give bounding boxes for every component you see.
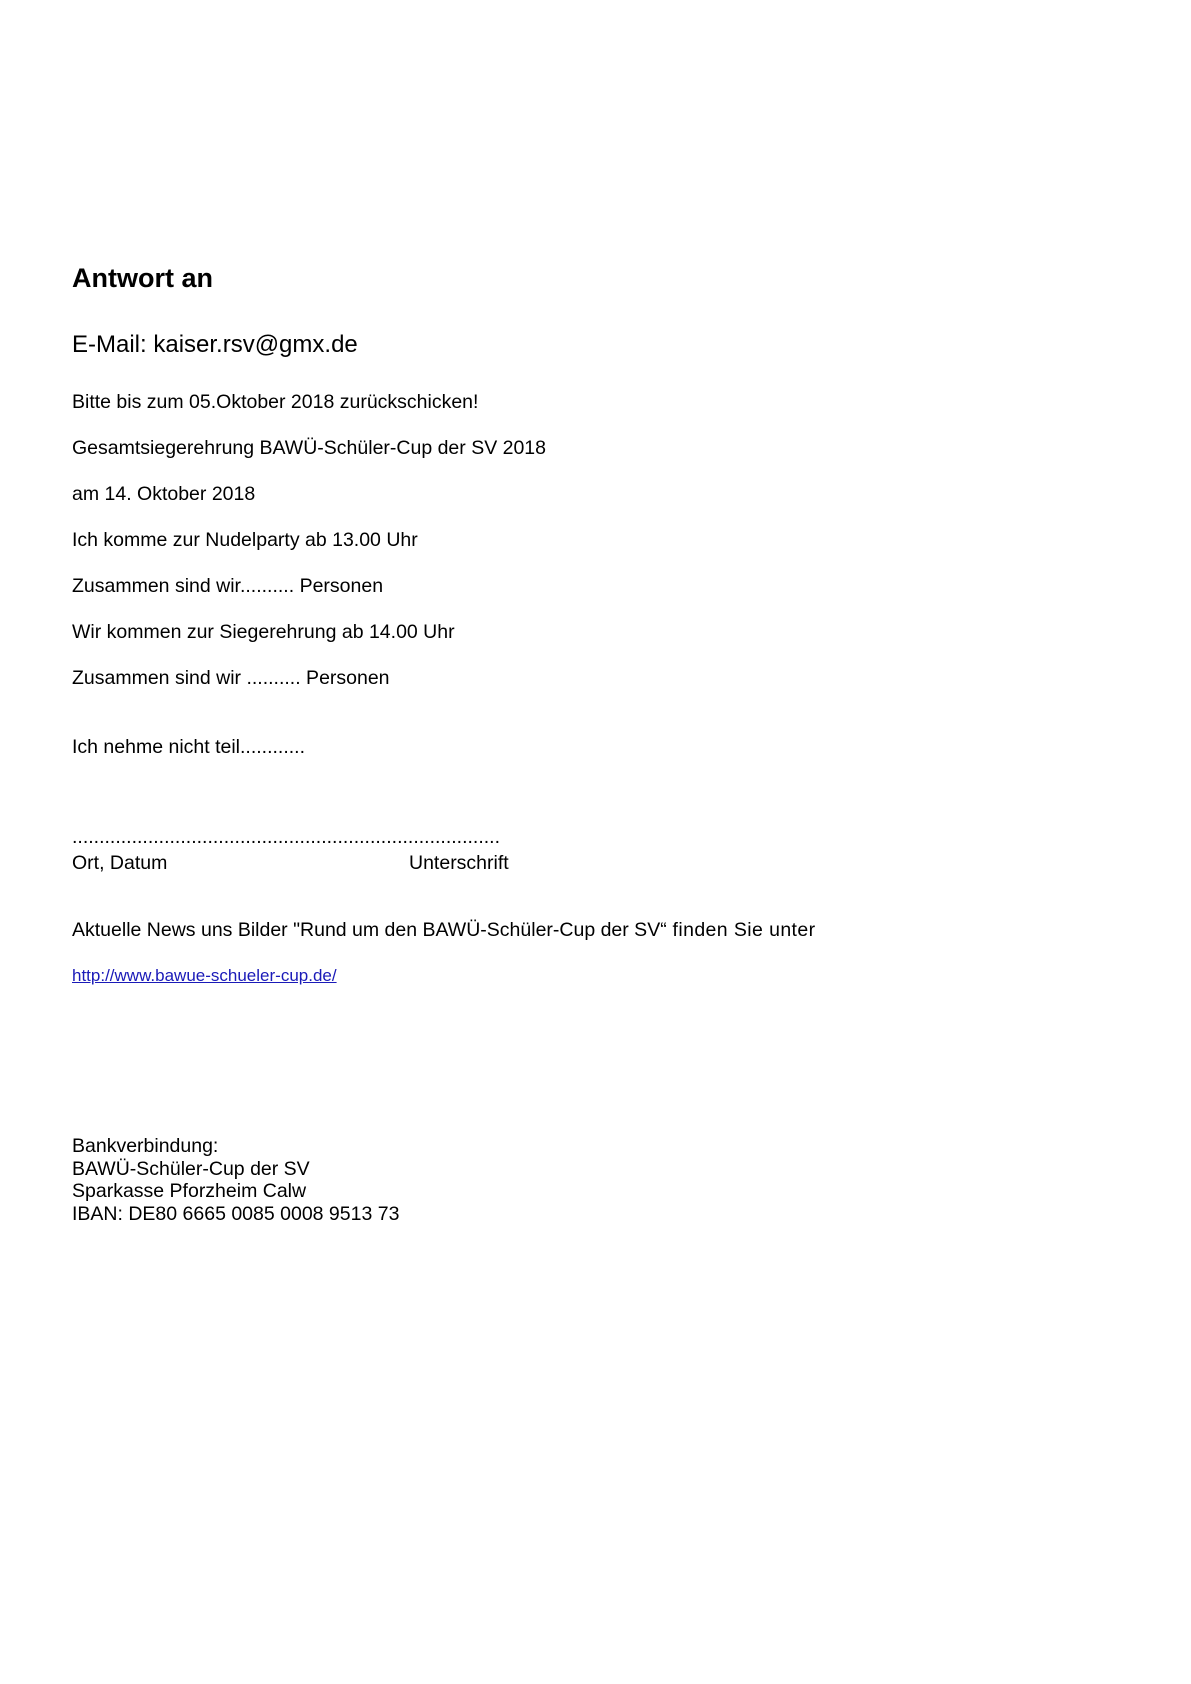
persons-line-2: Zusammen sind wir .......... Personen bbox=[72, 667, 390, 689]
news-text: Aktuelle News uns Bilder "Rund um den BAWÜ-Schüler-Cup der SV“ bbox=[72, 919, 667, 941]
bank-iban: IBAN: DE80 6665 0085 0008 9513 73 bbox=[72, 1202, 400, 1225]
not-attending-line: Ich nehme nicht teil............ bbox=[72, 736, 306, 758]
bank-name: Sparkasse Pforzheim Calw bbox=[72, 1180, 307, 1202]
place-date-label: Ort, Datum bbox=[72, 852, 168, 874]
signature-label: Unterschrift bbox=[409, 852, 509, 874]
siegerehrung-line: Wir kommen zur Siegerehrung ab 14.00 Uhr bbox=[72, 621, 455, 643]
signature-dotted-line: ............................................................................... bbox=[72, 826, 501, 848]
deadline-text: Bitte bis zum 05.Oktober 2018 zurückschicken! bbox=[72, 391, 479, 413]
persons-line-1: Zusammen sind wir.......... Personen bbox=[72, 575, 384, 597]
email-line: E-Mail: kaiser.rsv@gmx.de bbox=[72, 331, 358, 358]
bank-label: Bankverbindung: bbox=[72, 1135, 219, 1157]
event-date: am 14. Oktober 2018 bbox=[72, 483, 256, 505]
bank-holder: BAWÜ-Schüler-Cup der SV bbox=[72, 1157, 310, 1180]
bank-details bbox=[72, 1135, 399, 1225]
news-suffix: finden Sie unter bbox=[666, 919, 816, 941]
news-line bbox=[72, 921, 816, 941]
nudelparty-line: Ich komme zur Nudelparty ab 13.00 Uhr bbox=[72, 529, 418, 551]
event-title: Gesamtsiegerehrung BAWÜ-Schüler-Cup der SV 2018 bbox=[72, 437, 546, 459]
website-link[interactable]: http://www.bawue-schueler-cup.de/ bbox=[72, 966, 337, 985]
page-heading: Antwort an bbox=[72, 263, 213, 293]
